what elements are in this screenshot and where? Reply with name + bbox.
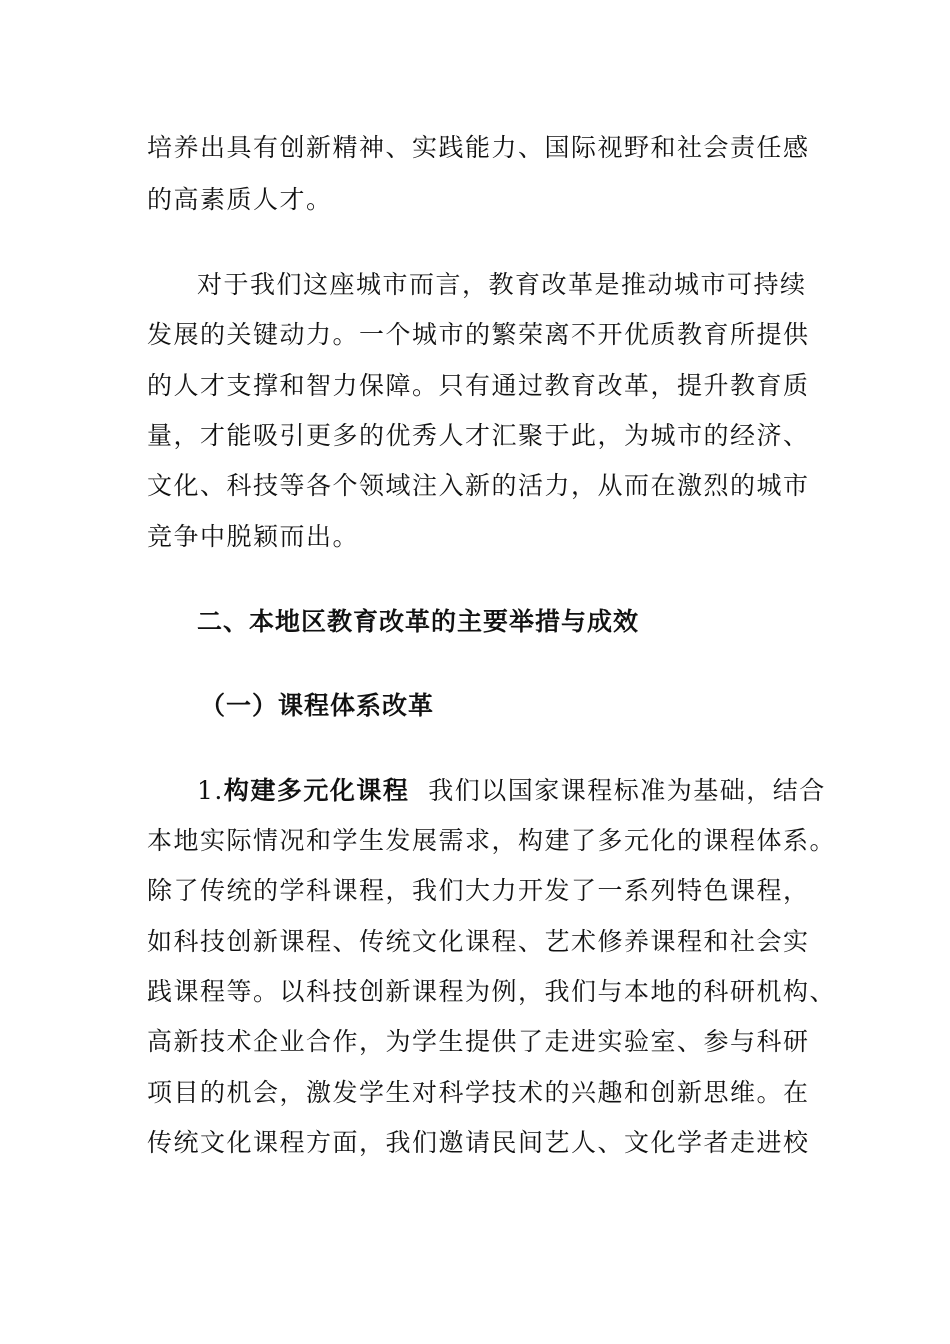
paragraph-line: 对于我们这座城市而言，教育改革是推动城市可持续 xyxy=(197,270,807,299)
paragraph-line: 传统文化课程方面，我们邀请民间艺人、文化学者走进校 xyxy=(147,1128,810,1157)
paragraph-line: 量，才能吸引更多的优秀人才汇聚于此，为城市的经济、 xyxy=(147,421,810,450)
paragraph-line: 践课程等。以科技创新课程为例，我们与本地的科研机构、 xyxy=(147,977,837,1006)
paragraph-line: 高新技术企业合作，为学生提供了走进实验室、参与科研 xyxy=(147,1027,810,1056)
item-first-line xyxy=(197,774,826,808)
paragraph-line: 本地实际情况和学生发展需求，构建了多元化的课程体系。 xyxy=(147,826,837,855)
paragraph-line: 除了传统的学科课程，我们大力开发了一系列特色课程， xyxy=(147,876,810,905)
paragraph-line: 竞争中脱颖而出。 xyxy=(147,522,360,551)
item-first-line-text: 我们以国家课程标准为基础，结合 xyxy=(428,776,826,805)
item-number: 1. xyxy=(197,776,224,805)
paragraph-line: 的高素质人才。 xyxy=(147,185,333,214)
paragraph-line: 文化、科技等各个领域注入新的活力，从而在激烈的城市 xyxy=(147,471,810,500)
paragraph-line: 项目的机会，激发学生对科学技术的兴趣和创新思维。在 xyxy=(147,1078,810,1107)
item-title: 构建多元化课程 xyxy=(223,776,410,805)
paragraph-line: 发展的关键动力。一个城市的繁荣离不开优质教育所提供 xyxy=(147,320,810,349)
section-heading: 二、本地区教育改革的主要举措与成效 xyxy=(197,607,640,636)
paragraph-line: 的人才支撑和智力保障。只有通过教育改革，提升教育质 xyxy=(147,371,810,400)
paragraph-line: 如科技创新课程、传统文化课程、艺术修养课程和社会实 xyxy=(147,927,810,956)
paragraph-line: 培养出具有创新精神、实践能力、国际视野和社会责任感 xyxy=(147,133,810,162)
subsection-heading: （一）课程体系改革 xyxy=(200,691,435,720)
